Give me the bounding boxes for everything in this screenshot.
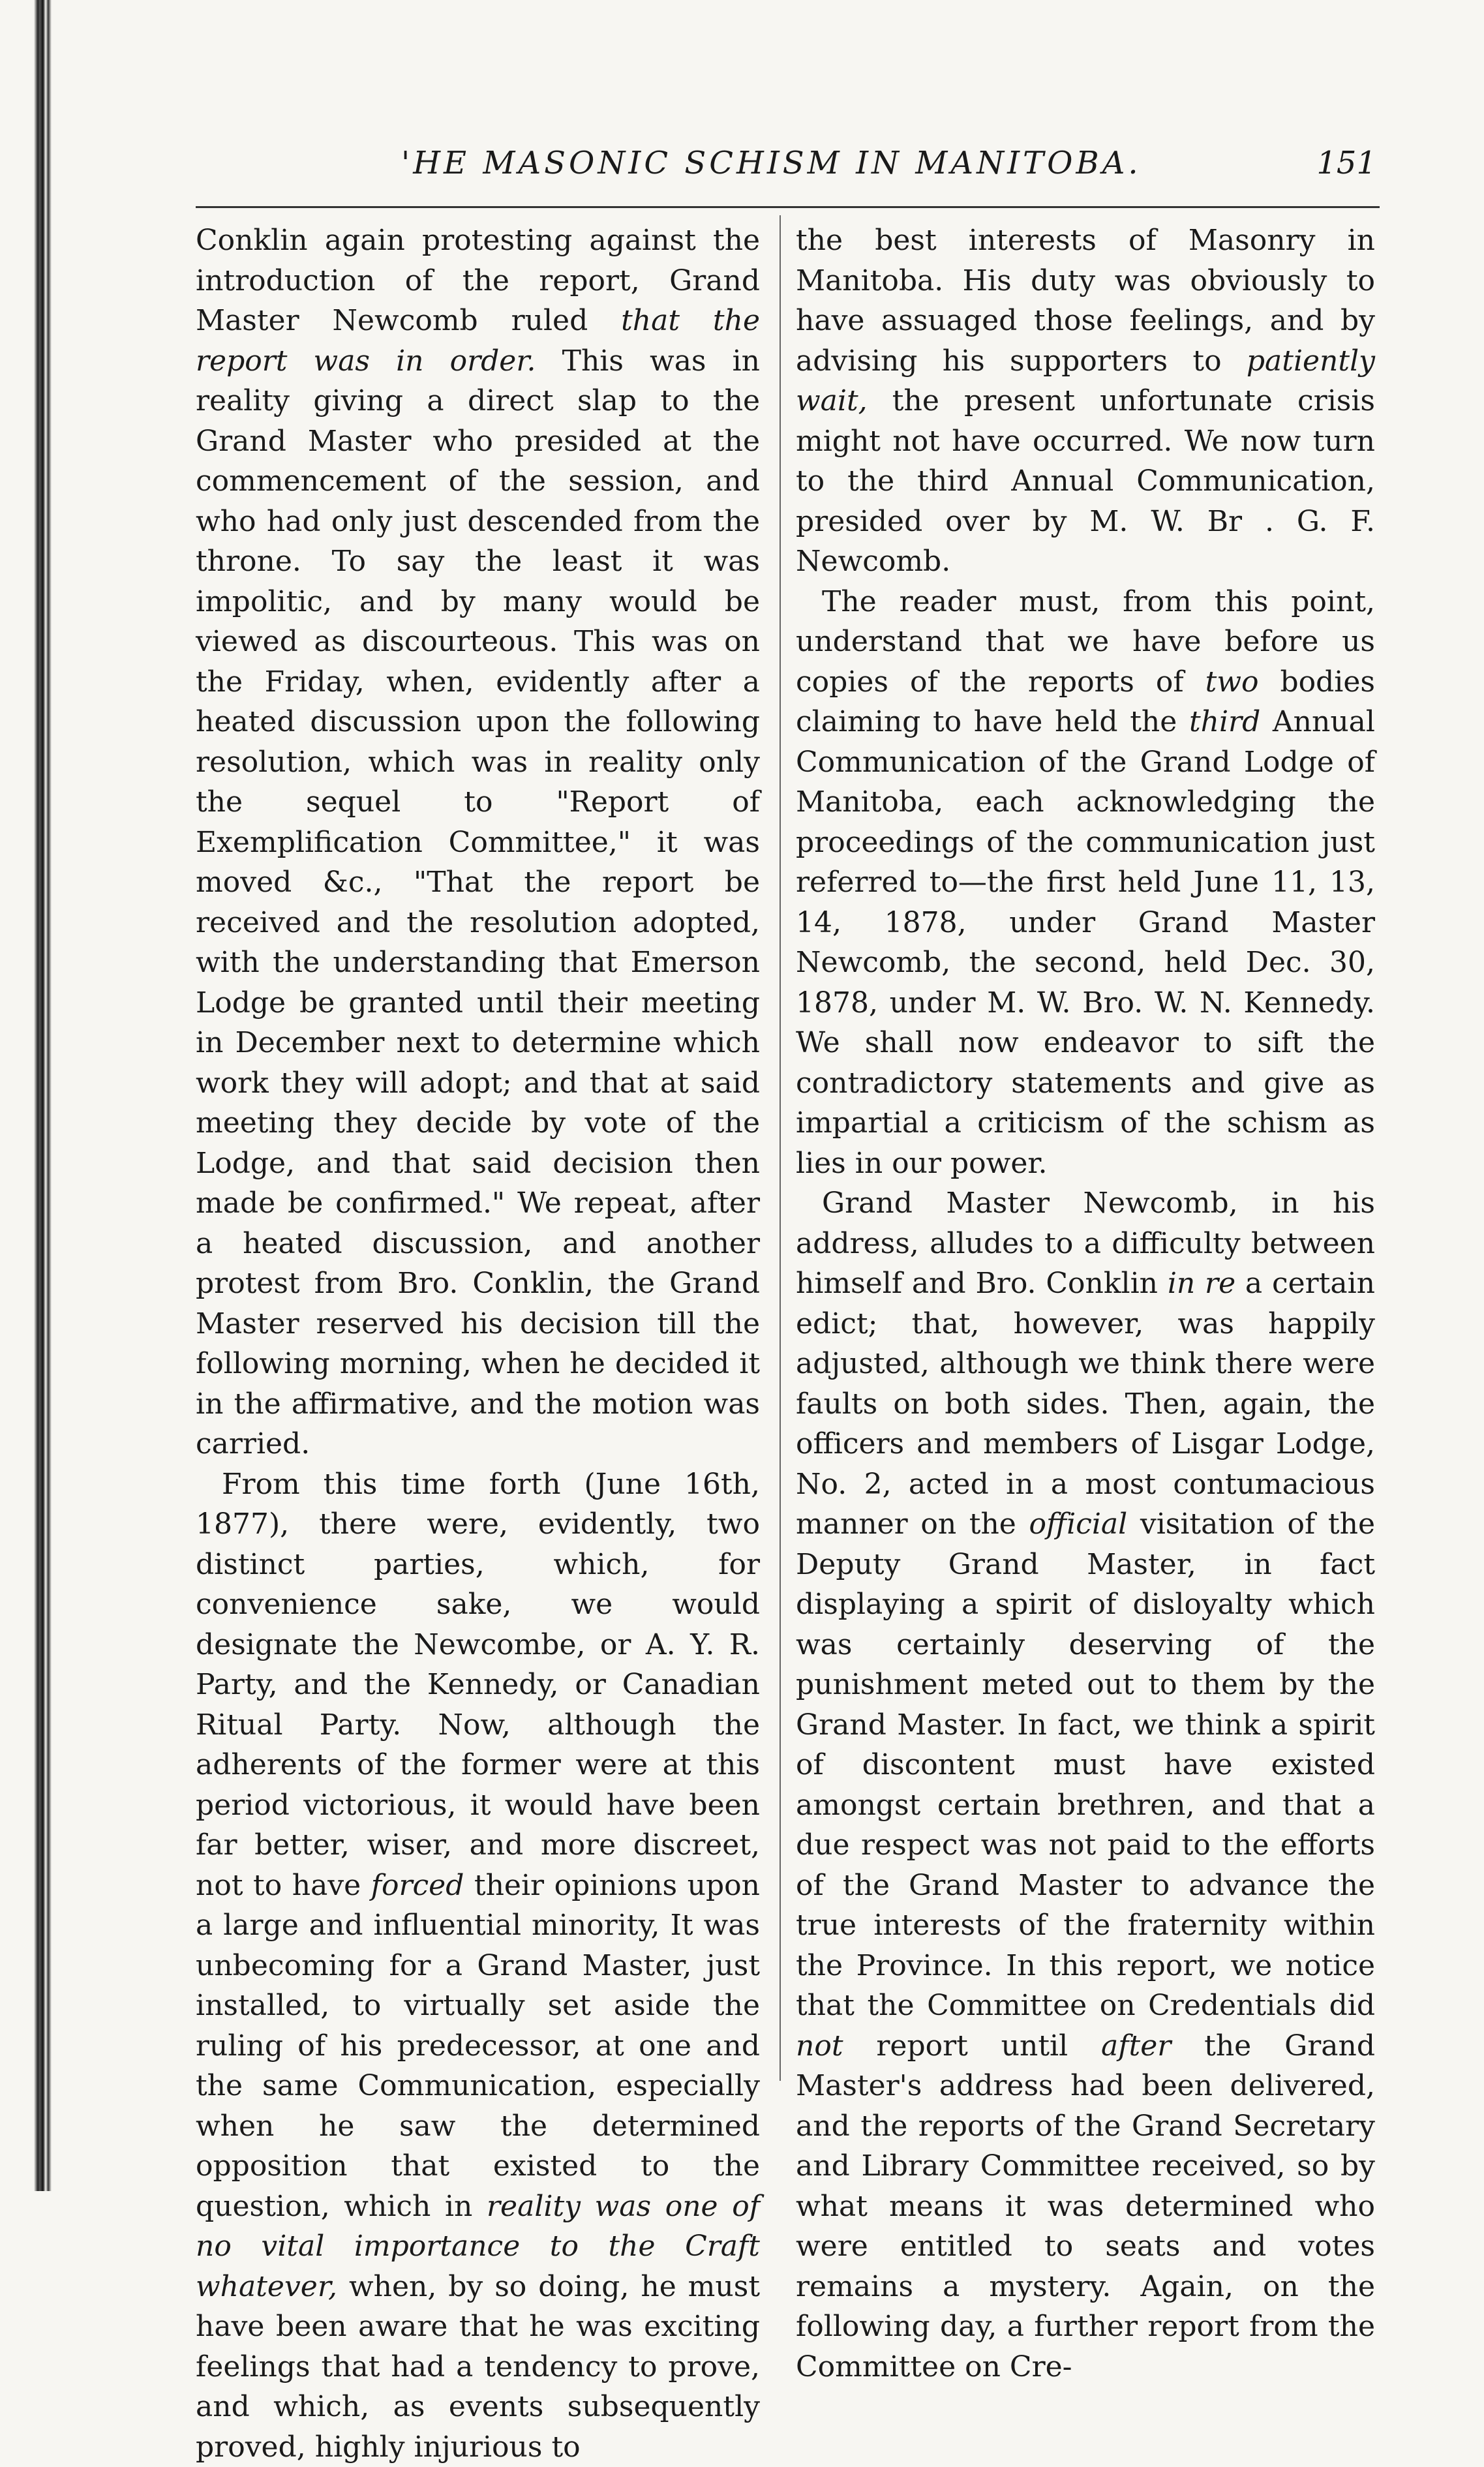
text-run: their opinions upon a large and influential minority, It was unbecoming for a Grand Master, just installed, to virtually set aside the ruling of his predecessor, at one and the same Communication, especially when he saw the determined opposition that existed to the question, which in [196, 1869, 760, 2223]
text-run: Grand Master Newcomb, in his address, alludes to a difficulty between himself and Bro. Conklin [796, 1187, 1375, 1300]
italic-run: two [1205, 665, 1259, 699]
page-number: 151 [1316, 145, 1376, 181]
text-run: visitation of the Deputy Grand Master, in fact displaying a spirit of disloyalty which was certainly deserving of the punishment meted out to them by the Grand Master. In fact, we think a spirit of discontent must have existed amongst certain brethren, and that a due respect was not paid to the efforts of the Grand Master to advance the true interests of the fraternity within the Province. In this report, we notice that the Committee on Credentials did [796, 1507, 1375, 2022]
paragraph [796, 1183, 1375, 2387]
text-run: The reader must, from this point, understand that we have before us copies of the reports of [796, 585, 1375, 699]
text-run: Annual Communication of the Grand Lodge of Manitoba, each acknowledging the proceedings of the communication just referred to—the first held June 11, 13, 14, 1878, under Grand Master Newcomb, the second, held Dec. 30, 1878, under M. W. Bro. W. N. Kennedy. We shall now endeavor to sift the contradictory statements and give as impartial a criticism of the schism as lies in our power. [796, 705, 1375, 1180]
text-run: bodies claiming to have held the [796, 665, 1375, 739]
paragraph [196, 1464, 760, 2467]
italic-run: not [796, 2029, 843, 2063]
left-column [196, 220, 760, 2467]
text-run: the Grand Master's address had been delivered, and the reports of the Grand Secretary and Library Committee received, so by what means it was determined who were entitled to seats and votes remains a mystery. Again, on the following day, a further report from the Committee on Cre- [796, 2029, 1375, 2384]
italic-run: patiently wait, [796, 344, 1375, 418]
text-run: a certain edict; that, however, was happily adjusted, although we think there were faults on both sides. Then, again, the officers and members of Lisgar Lodge, No. 2, acted in a most contumacious manner on the [796, 1267, 1375, 1541]
italic-run: reality was one of no vital importance to the Craft whatever, [196, 2190, 760, 2303]
text-run: Conklin again protesting against the introduction of the report, Grand Master Newcomb ruled [196, 224, 760, 337]
text-run: when, by so doing, he must have been aware that he was exciting feelings that had a tendency to prove, and which, as events subsequently proved, highly injurious to [196, 2270, 760, 2464]
text-run: the present unfortunate crisis might not have occurred. We now turn to the third Annual Communication, presided over by M. W. Br . G. F. Newcomb. [796, 384, 1375, 578]
italic-run: official [1029, 1507, 1127, 1541]
book-spine-edge [34, 0, 53, 2191]
text-run: From this time forth (June 16th, 1877), there were, evidently, two distinct parties, which, for convenience sake, we would designate the Newcombe, or A. Y. R. Party, and the Kennedy, or Canadian Ritual Party. Now, although the adherents of the former were at this period victorious, it would have been far better, wiser, and more discreet, not to have [196, 1468, 760, 1902]
page-header [196, 145, 1376, 204]
column-divider [780, 215, 781, 2081]
header-rule [196, 206, 1380, 208]
italic-run: that the report was in order. [196, 304, 760, 378]
italic-run: forced [371, 1869, 464, 1902]
text-run: report until [843, 2029, 1102, 2063]
right-column [796, 220, 1375, 2387]
paragraph [796, 582, 1375, 1184]
text-run: This was in reality giving a direct slap to the Grand Master who presided at the commencement of the session, and who had only just descended from the throne. To say the least it was impolitic, and by many would be viewed as discourteous. This was on the Friday, when, evidently after a heated discussion upon the following resolution, which was in reality only the sequel to "Report of Exemplification Committee," it was moved &c., "That the report be received and the resolution adopted, with the understanding that Emerson Lodge be granted until their meeting in December next to determine which work they will adopt; and that at said meeting they decide by vote of the Lodge, and that said decision then made be confirmed." We repeat, after a heated discussion, and another protest from Bro. Conklin, the Grand Master reserved his decision till the following morning, when he decided it in the affirmative, and the motion was carried. [196, 344, 760, 1461]
italic-run: after [1101, 2029, 1171, 2063]
italic-run: in re [1168, 1267, 1235, 1300]
italic-run: third [1189, 705, 1260, 738]
text-run: the best interests of Masonry in Manitoba. His duty was obviously to have assuaged those feelings, and by advising his supporters to [796, 224, 1375, 378]
paragraph [196, 220, 760, 1464]
paragraph [796, 220, 1375, 582]
running-title: 'HE MASONIC SCHISM IN MANITOBA. [401, 145, 1142, 181]
